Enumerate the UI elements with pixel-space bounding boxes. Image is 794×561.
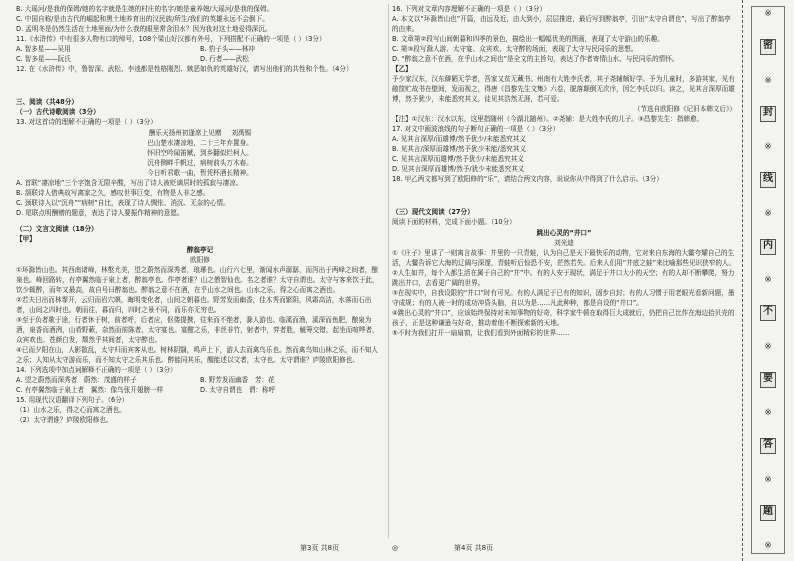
- q14-options-row-2: [16, 385, 384, 395]
- page-number-left: 第3页 共8页: [300, 544, 340, 552]
- binding-char: 答: [760, 438, 776, 454]
- essay-title: 醉翁亭记: [186, 246, 214, 254]
- q11-stem: 11.《水浒传》中有很多人物有口的绰号，108个梁山好汉都有外号，下列搭配不正确的一项是（ ）（3分）: [16, 35, 326, 43]
- separator-mark: ※: [764, 208, 772, 219]
- binding-notice: [751, 6, 785, 554]
- q14-option-a: A. 望之蔚然而深秀者 蔚然：茂盛的样子: [16, 376, 137, 384]
- page-number-right: 第4页 共8页: [454, 544, 494, 552]
- passage-yi-label: 【乙】: [392, 65, 412, 73]
- binding-char: 要: [760, 372, 776, 388]
- separator-mark: ※: [764, 474, 772, 485]
- q10-option-b: B. 大瑶河/是我的保姆/她的名字就是生她的村庄的名字/她是童养媳/大瑶河/是我的保姆。: [16, 5, 274, 13]
- binding-char: 不: [760, 305, 776, 321]
- article-title: 跳出心灵的“井口”: [536, 229, 592, 237]
- poem-line: 今日听君歌一曲，暂凭杯酒长精神。: [147, 169, 253, 177]
- q14-option-c: C. 有亭翼然临于泉上者 翼然：像鸟张开翅膀一样: [16, 386, 164, 394]
- q16-option-d: D. “醉翁之意不在酒，在乎山水之间也”是全文的主旨句，表达了作者寄情山水、与民同乐的情怀。: [392, 55, 679, 63]
- q18-answer-space: [392, 184, 736, 204]
- article-paragraph: ⑤不时为我们打开一扇扇窗，让我们看到外面精彩的世界……: [392, 329, 570, 337]
- right-column: [392, 4, 736, 538]
- article-paragraph: ①《庄子》里讲了一则寓言故事：井里的一只青蛙，认为自己是天下最快乐的动物，它对来自东海的大鳖夸耀自己的生活，大鳖告诉它大海的辽阔与深邃，青蛙听后惊恐不安，茫然若失。后来人们用“井底之蛙”来比喻那些见识狭窄的人。: [392, 249, 736, 267]
- separator-mark: ※: [764, 142, 772, 152]
- q15-item-1: （1）山水之乐，得之心而寓之酒也。: [16, 406, 126, 414]
- q13-option-d: D. 尾联点明酬赠的题意，表达了诗人要振作精神的意愿。: [16, 209, 184, 217]
- q11-options-row-2: [16, 54, 384, 64]
- q16-option-c: C. 第③段写滁人游、太守宴、众宾欢、太守醉的场面，表现了太守与民同乐的思想。: [392, 45, 638, 53]
- passage-yi-note: 【注】①汉东：汉水以东，这里指随州（今湖北随州）。②尧辅：是大姓李氏的儿子。③昌黎先生：指韩愈。: [392, 115, 704, 123]
- q10-option-d: D. 孟明冬是仍然生活在土地里面/为什么我的眼里常含泪水？因为我对这土地爱得深沉。: [16, 25, 272, 33]
- q13-option-c: C. 颈联诗人以“沉舟”“病树”自比，表现了诗人惆怅、消沉、无奈的心情。: [16, 199, 230, 207]
- q13-option-b: B. 颔联诗人借典故写离家之久，感叹世事巨变，有物是人非之感。: [16, 189, 210, 197]
- poem-heading: [16, 128, 384, 138]
- essay-paragraph: ①环滁皆山也。其西南诸峰，林壑尤美，望之蔚然而深秀者，琅琊也。山行六七里，渐闻水声潺潺，而泻出于两峰之间者，酿泉也。峰回路转，有亭翼然临于泉上者，醉翁亭也。作亭者谁？山之僧智仙也。名之者谁？太守自谓也。太守与客来饮于此，饮少辄醉，而年又最高，故自号曰醉翁也。醉翁之意不在酒，在乎山水之间也。山水之乐，得之心而寓之酒也。: [16, 266, 379, 294]
- poem-line: 怀旧空吟闻笛赋，到乡翻似烂柯人。: [147, 149, 253, 157]
- essay-author: 欧阳修: [190, 256, 210, 264]
- separator-mark: ※: [764, 275, 772, 285]
- q18-stem: 18. 甲乙两文都写到了欧阳修的“乐”，请结合两文内容，说说你从中得到了什么启示。（3分）: [392, 175, 663, 183]
- q15-stem: 15. 用现代汉语翻译下列句子。（6分）: [16, 396, 129, 404]
- article-paragraph: ③在现实中，自我设限的“井口”时有可见。有的人满足于已有的知识，固步自封；有的人习惯于用老眼光看新问题，墨守成规；有的人被一时的成功冲昏头脑，自以为是……凡此种种，都是自设的“井口”。: [392, 289, 735, 307]
- q13-stem: 13. 对这首诗的理解不正确的一项是（ ）（3分）: [16, 118, 157, 126]
- binding-margin-strip: [742, 0, 794, 561]
- essay-paragraph: ③至于负者歌于途，行者休于树，前者呼，后者应，伛偻提携，往来而不绝者，滁人游也。临溪而渔，溪深而鱼肥，酿泉为酒，泉香而酒洌，山肴野蔌，杂然而前陈者，太守宴也。宴酣之乐，非丝非竹，射者中，弈者胜，觥筹交错，起坐而喧哗者，众宾欢也。苍颜白发，颓然乎其间者，太守醉也。: [16, 316, 379, 344]
- article-author: 刘光迪: [554, 239, 574, 247]
- q17-option-c: C. 见其言深厚而雄博/然予犹少/未能悉究其义: [392, 155, 524, 163]
- q17-option-b: B. 见其言/深厚而雄博/然予犹少未能/悉究其义: [392, 145, 527, 153]
- page-footer: [0, 542, 742, 554]
- center-mark-icon: ◎: [392, 544, 399, 552]
- modern-section-title: （三）现代文阅读（27分）: [392, 208, 474, 216]
- essay-paragraph: ④已而夕阳在山，人影散乱，太守归而宾客从也。树林阴翳，鸣声上下，游人去而禽鸟乐也。然而禽鸟知山林之乐，而不知人之乐；人知从太守游而乐，而不知太守之乐其乐也。醉能同其乐，醒能述以文者，太守也。太守谓谁？庐陵欧阳修也。: [16, 346, 378, 364]
- article-paragraph: ②人生如井，每个人都生活在属于自己的“井”中。有的人安于现状，满足于井口大小的天空；有的人却不断攀爬，努力跳出井口，去看更广阔的世界。: [392, 269, 735, 287]
- poem-line: 巴山楚水凄凉地，二十三年弃置身。: [147, 139, 253, 147]
- q13-option-a: A. 首联“凄凉地”三个字饱含无限辛酸，写出了诗人被贬谪居时的孤寂与凄凉。: [16, 179, 243, 187]
- separator-mark: ※: [764, 541, 772, 551]
- q16-stem: 16. 下列对文章内容理解不正确的一项是（ ）（3分）: [392, 5, 547, 13]
- separator-mark: ※: [764, 341, 772, 352]
- q14-option-d: D. 太守自谓也 谓：称呼: [200, 386, 276, 394]
- binding-char: 题: [760, 505, 776, 521]
- modern-section-intro: 阅读下面的材料，完成下面小题。（10分）: [392, 218, 516, 226]
- passage-jia-label: 【甲】: [16, 235, 36, 243]
- q11-option-b: B. 豹子头——林冲: [200, 45, 255, 53]
- binding-char: 密: [760, 39, 776, 55]
- q14-option-b: B. 野芳发而幽香 芳：花: [200, 376, 275, 384]
- poem-title: 酬乐天扬州初逢席上见赠: [148, 129, 222, 137]
- q17-option-a: A. 见其言深厚/而雄博/然予犹少/未能悉究其义: [392, 135, 526, 143]
- separator-mark: ※: [764, 9, 772, 19]
- binding-char: 封: [760, 106, 776, 122]
- passage-yi-source: （节选自欧阳修《记旧本韩文后》）: [633, 105, 736, 113]
- q11-option-d: D. 行者——武松: [200, 55, 249, 63]
- poem-section-title: （一）古代诗歌阅读（3分）: [16, 108, 100, 116]
- q12-answer-space: [16, 74, 384, 94]
- article-paragraph: ④跳出心灵的“井口”，应该始终保持对未知事物的好奇，科学家牛顿在取得巨大成就后，仍把自己比作在海边拾贝壳的孩子，正是这种谦逊与好奇，推动着他不断探索新的天地。: [392, 309, 735, 327]
- q11-option-a: A. 智多星——吴用: [16, 45, 71, 53]
- q16-option-a: A. 本文以“环滁皆山也”开篇，由远及近，由大到小，层层推进，最后写到醉翁亭，引出“太守自谓也”，写出了醉翁亭的由来。: [392, 15, 731, 33]
- q11-option-c: C. 智多星——阮氏: [16, 55, 71, 63]
- q17-stem: 17. 对文中画波浪线的句子断句正确的一项是（ ）（3分）: [392, 125, 560, 133]
- left-column: [16, 4, 384, 538]
- binding-char: 内: [760, 239, 776, 255]
- passage-yi-text: 予少家汉东，汉东僻陋无学者，吾家又贫无藏书。州南有大姓李氏者，其子尧辅颇好学。予为儿童时，多游其家，见有敝筐贮故书在壁间，发而视之，得唐《昌黎先生文集》六卷，脱落颠倒无次序，因乞李氏以归。读之，见其言深厚而雄博，然予犹少，未能悉究其义，徒见其浩然无涯，若可爱。: [392, 75, 735, 103]
- separator-mark: ※: [764, 75, 772, 86]
- q14-options-row-1: [16, 375, 384, 385]
- poem-line: 沉舟侧畔千帆过，病树前头万木春。: [147, 159, 253, 167]
- section-3-title: 三、阅读（共48分）: [16, 98, 78, 106]
- column-divider: [388, 4, 389, 538]
- essay-paragraph: ②若夫日出而林霏开，云归而岩穴暝，晦明变化者，山间之朝暮也。野芳发而幽香，佳木秀而繁阴，风霜高洁，水落而石出者，山间之四时也。朝而往，暮而归，四时之景不同，而乐亦无穷也。: [16, 296, 372, 314]
- q15-item-2: （2）太守谓谁？庐陵欧阳修也。: [16, 416, 113, 424]
- poem-author: 刘禹锡: [231, 129, 252, 137]
- binding-char: 线: [760, 172, 776, 188]
- classical-section-title: （二）文言文阅读（18分）: [16, 225, 98, 233]
- q14-stem: 14. 下列选项中加点词解释不正确的一项是（ ）（3分）: [16, 366, 177, 374]
- q10-option-c: C. 中国自称/是由古代的崛起和黑土地养育出的汉民族/所生/我们的英雄永远不会倒下。: [16, 15, 269, 23]
- q17-option-d: D. 见其言深厚而雄博/然予/犹少未能悉究其义: [392, 165, 525, 173]
- q11-options-row-1: [16, 44, 384, 54]
- q12-stem: 12. 在《水浒传》中，鲁智深、武松、李逵都是性格刚烈、嫉恶如仇的英雄好汉，请写出他们的共性和个性。（4分）: [16, 65, 353, 73]
- separator-mark: ※: [764, 408, 772, 418]
- q16-option-b: B. 文章第②段写山间朝暮和四季的景色，描绘出一幅幅优美的图画，表现了太守游山的乐趣。: [392, 35, 664, 43]
